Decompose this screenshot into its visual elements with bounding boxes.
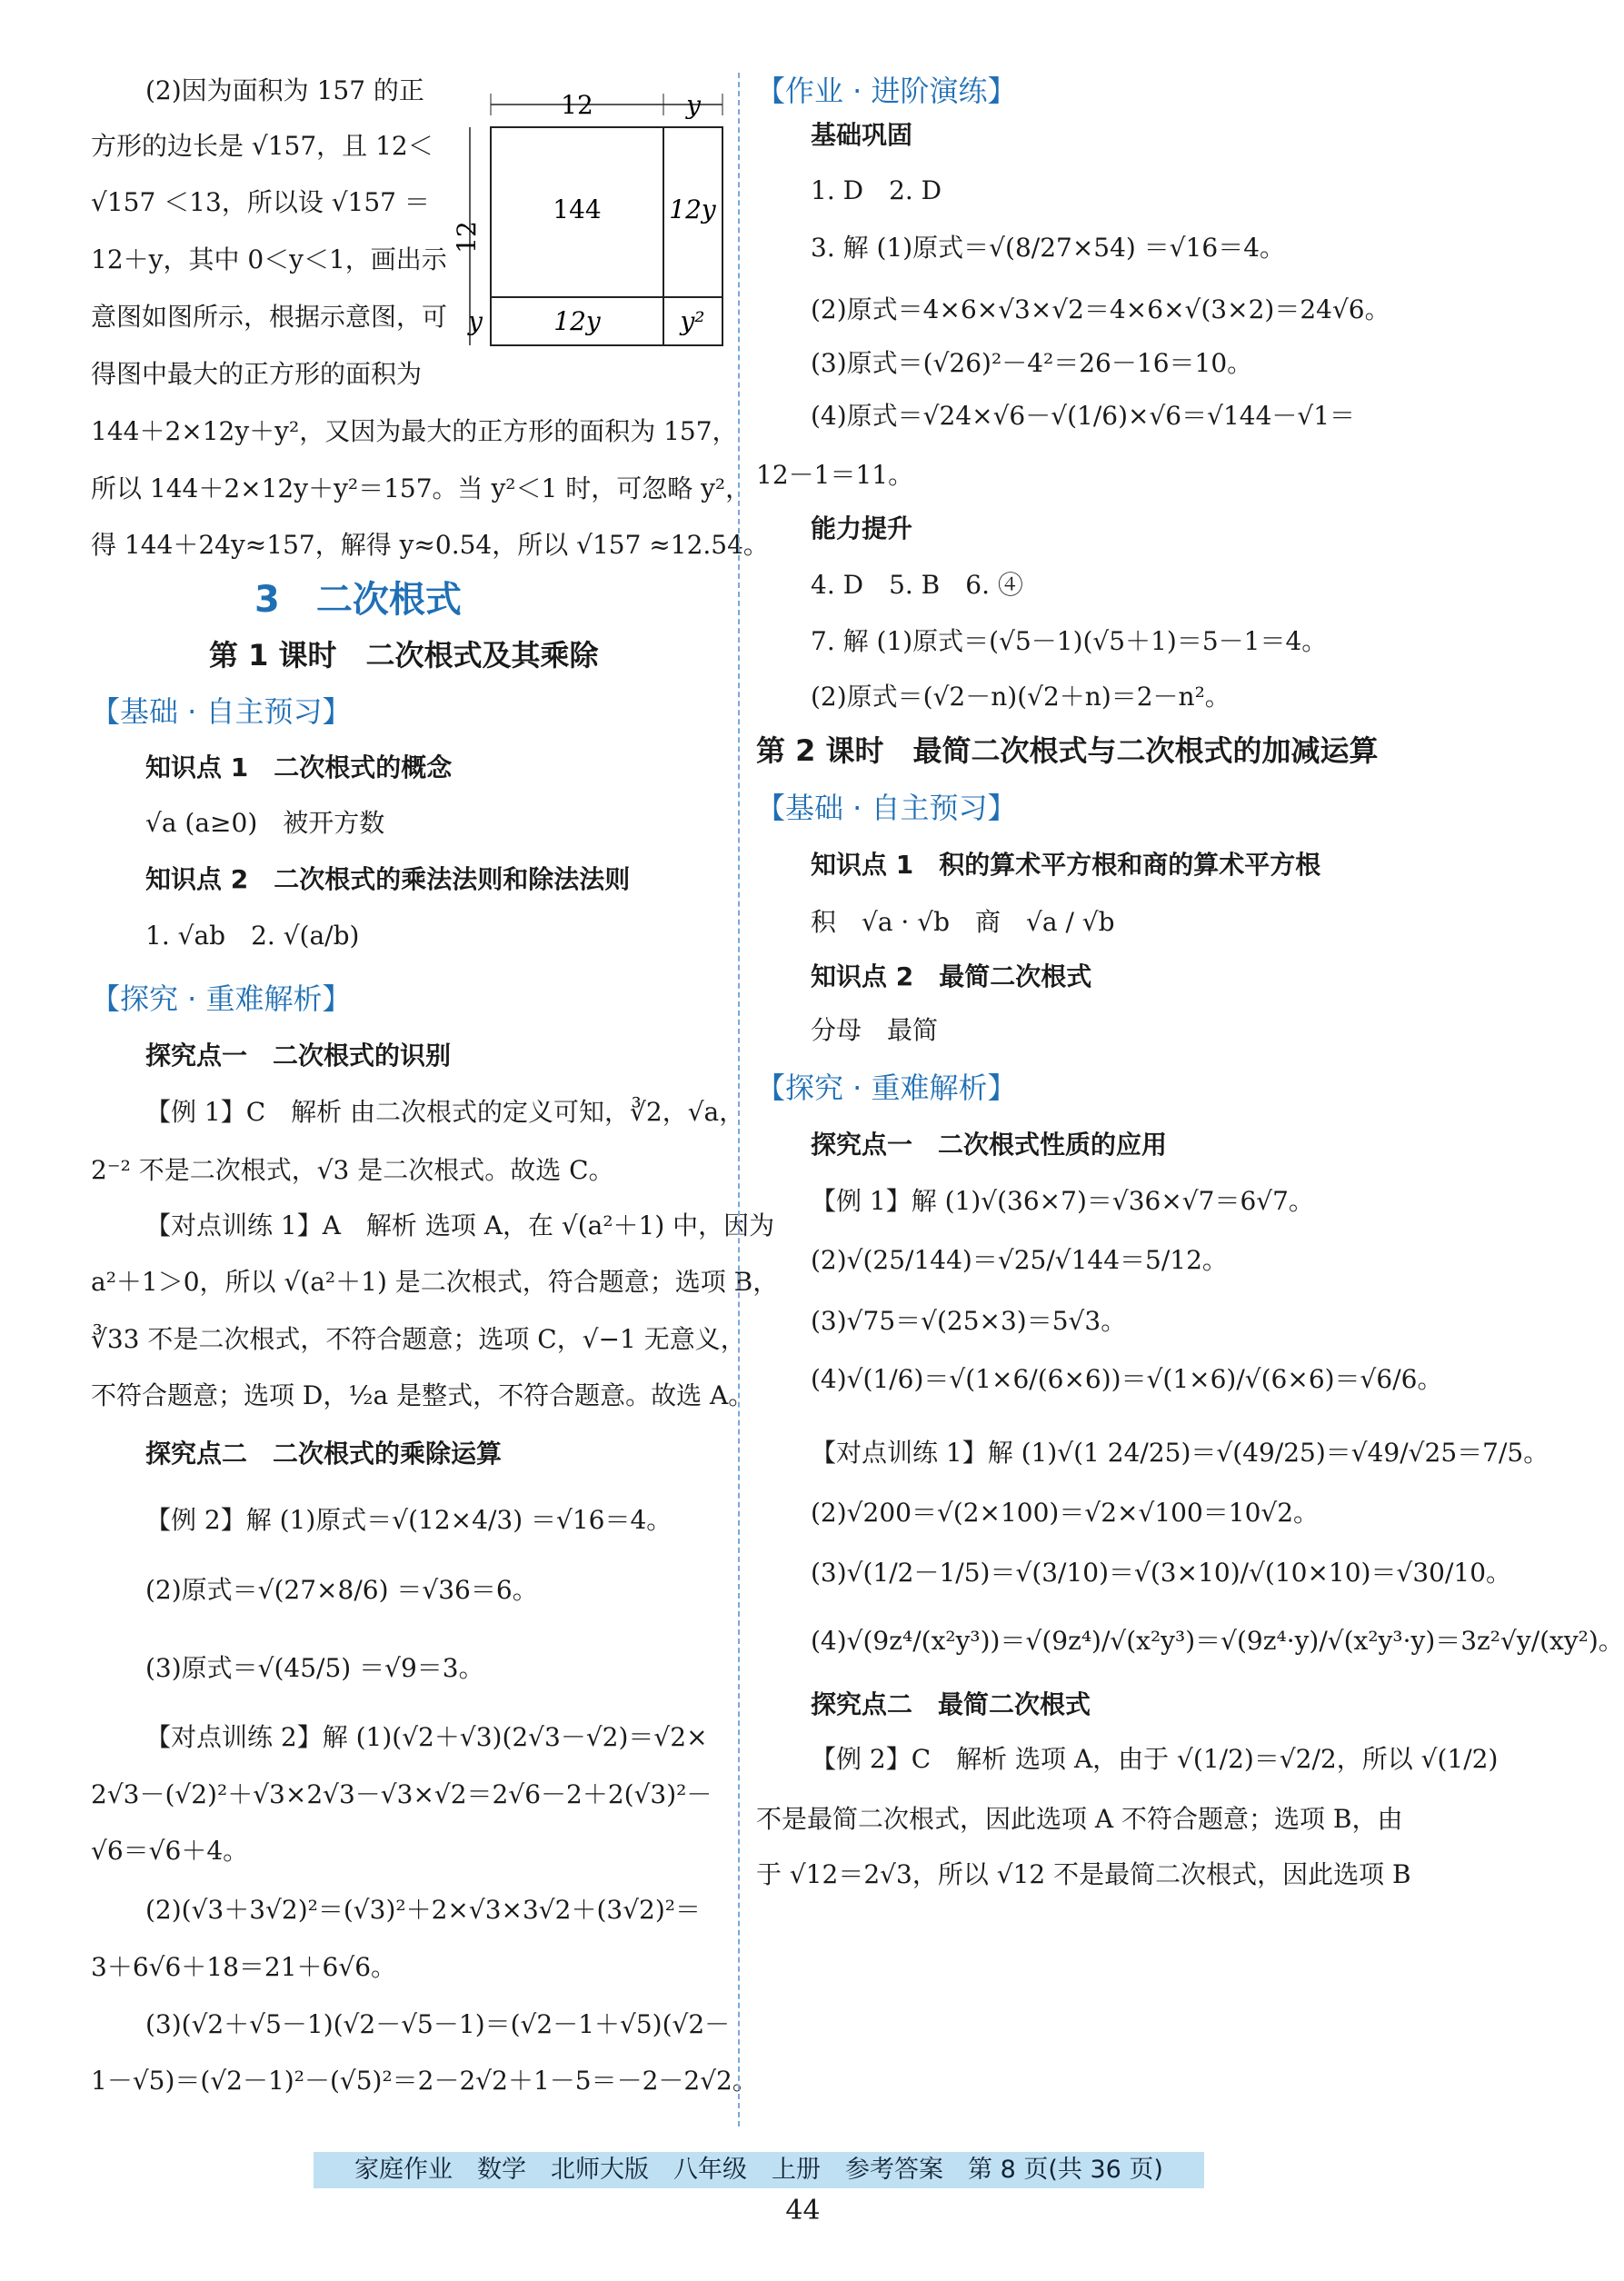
right-line: (3)原式＝(√26)²－4²＝26－16＝10。 <box>811 348 1253 378</box>
left-line: 2√3－(√2)²＋√3×2√3－√3×√2＝2√6－2＋2(√3)²－ <box>91 1779 712 1809</box>
left-line: 知识点 2 二次根式的乘法法则和除法法则 <box>145 864 631 894</box>
right-line: 第 2 课时 最简二次根式与二次根式的加减运算 <box>756 733 1379 768</box>
right-line: 【作业 · 进阶演练】 <box>756 74 1017 108</box>
right-line: (2)√(25/144)＝√25/√144＝5/12。 <box>811 1245 1228 1275</box>
left-line: 【例 2】解 (1)原式＝√(12×4/3) ＝√16＝4。 <box>145 1505 673 1535</box>
left-line: a²＋1＞0，所以 √(a²＋1) 是二次根式，符合题意；选项 B， <box>91 1267 779 1297</box>
right-line: 1. D 2. D <box>811 175 942 205</box>
right-line: 不是最简二次根式，因此选项 A 不符合题意；选项 B，由 <box>756 1804 1403 1834</box>
left-line: 3＋6√6＋18＝21＋6√6。 <box>91 1952 397 1982</box>
right-line: 7. 解 (1)原式＝(√5－1)(√5＋1)＝5－1＝4。 <box>811 626 1328 656</box>
left-line: (2)(√3＋3√2)²＝(√3)²＋2×√3×3√2＋(3√2)²＝ <box>145 1895 701 1925</box>
right-line: 探究点一 二次根式性质的应用 <box>811 1130 1168 1160</box>
left-line: 方形的边长是 √157，且 12＜ <box>91 131 433 161</box>
right-line: 【对点训练 1】解 (1)√(1 24/25)＝√(49/25)＝√49/√25＝7/5。 <box>811 1438 1549 1468</box>
left-line: 不符合题意；选项 D，½a 是整式，不符合题意。故选 A。 <box>91 1380 754 1410</box>
right-line: (4)√(1/6)＝√(1×6/(6×6))＝√(1×6)/√(6×6)＝√6/6。 <box>811 1364 1443 1394</box>
side-label-12: 12 <box>452 221 482 254</box>
right-line: (4)√(9z⁴/(x²y³))＝√(9z⁴)/√(x²y³)＝√(9z⁴·y)/√(x²y³·y)＝3z²√y/(xy²)。 <box>811 1626 1624 1656</box>
right-line: 12－1＝11。 <box>756 460 914 490</box>
right-line: (2)原式＝(√2－n)(√2＋n)＝2－n²。 <box>811 682 1230 712</box>
column-divider <box>738 73 740 2127</box>
left-line: 意图如图所示，根据示意图，可 <box>91 302 448 332</box>
right-line: (3)√75＝√(25×3)＝5√3。 <box>811 1306 1127 1336</box>
left-line: 3 二次根式 <box>254 579 462 621</box>
right-line: 【基础 · 自主预习】 <box>756 791 1017 825</box>
right-line: 积 √a · √b 商 √a / √b <box>811 907 1115 937</box>
top-label-y: y <box>686 90 701 120</box>
right-line: 知识点 1 积的算术平方根和商的算术平方根 <box>811 850 1321 880</box>
left-line: 得图中最大的正方形的面积为 <box>91 359 423 389</box>
square-diagram <box>452 86 722 350</box>
right-line: 探究点二 最简二次根式 <box>811 1689 1091 1719</box>
left-line: ∛33 不是二次根式，不符合题意；选项 C，√−1 无意义， <box>91 1324 746 1354</box>
left-line: √a (a≥0) 被开方数 <box>145 808 385 838</box>
side-label-y: y <box>468 306 483 336</box>
right-line: (4)原式＝√24×√6－√(1/6)×√6＝√144－√1＝ <box>811 401 1356 431</box>
left-line: √6＝√6＋4。 <box>91 1836 249 1866</box>
left-line: 1－√5)＝(√2－1)²－(√5)²＝2－2√2＋1－5＝－2－2√2。 <box>91 2066 758 2096</box>
right-line: (2)原式＝4×6×√3×√2＝4×6×√(3×2)＝24√6。 <box>811 294 1390 324</box>
left-line: 【对点训练 1】A 解析 选项 A，在 √(a²＋1) 中，因为 <box>145 1210 775 1240</box>
top-label-12: 12 <box>561 90 593 120</box>
cell-12y-bottom: 12y <box>553 306 601 336</box>
right-line: 能力提升 <box>811 513 913 543</box>
left-line: 2⁻² 不是二次根式，√3 是二次根式。故选 C。 <box>91 1155 614 1185</box>
left-line: 144＋2×12y＋y²，又因为最大的正方形的面积为 157， <box>91 416 738 446</box>
right-line: 知识点 2 最简二次根式 <box>811 961 1092 991</box>
cell-144: 144 <box>553 194 602 224</box>
right-line: 【例 2】C 解析 选项 A，由于 √(1/2)＝√2/2，所以 √(1/2) <box>811 1744 1499 1774</box>
left-line: 得 144＋24y≈157，解得 y≈0.54，所以 √157 ≈12.54。 <box>91 530 769 560</box>
left-line: 所以 144＋2×12y＋y²＝157。当 y²＜1 时，可忽略 y²， <box>91 473 752 503</box>
right-line: 【探究 · 重难解析】 <box>756 1071 1017 1105</box>
left-line: (3)原式＝√(45/5) ＝√9＝3。 <box>145 1653 484 1683</box>
right-line: (3)√(1/2－1/5)＝√(3/10)＝√(3×10)/√(10×10)＝√30/10。 <box>811 1558 1512 1588</box>
left-line: 【基础 · 自主预习】 <box>91 694 352 729</box>
right-line: 【例 1】解 (1)√(36×7)＝√36×√7＝6√7。 <box>811 1186 1314 1216</box>
left-line: 第 1 课时 二次根式及其乘除 <box>209 638 599 672</box>
footer-banner: 家庭作业 数学 北师大版 八年级 上册 参考答案 第 8 页(共 36 页) <box>314 2152 1204 2188</box>
left-line: 探究点一 二次根式的识别 <box>145 1041 452 1071</box>
left-line: 【对点训练 2】解 (1)(√2＋√3)(2√3－√2)＝√2× <box>145 1722 708 1752</box>
left-line: √157 ＜13，所以设 √157 ＝ <box>91 187 430 217</box>
left-line: 12＋y，其中 0＜y＜1，画出示 <box>91 244 447 274</box>
right-line: 4. D 5. B 6. ④ <box>811 570 1023 600</box>
right-line: 3. 解 (1)原式＝√(8/27×54) ＝√16＝4。 <box>811 233 1286 263</box>
right-line: (2)√200＝√(2×100)＝√2×√100＝10√2。 <box>811 1498 1320 1528</box>
page-number: 44 <box>785 2195 821 2226</box>
cell-12y-right: 12y <box>669 194 716 224</box>
left-line: 知识点 1 二次根式的概念 <box>145 752 453 782</box>
left-line: 【例 1】C 解析 由二次根式的定义可知，∛2，√a， <box>145 1097 745 1127</box>
left-line: 探究点二 二次根式的乘除运算 <box>145 1439 503 1469</box>
right-line: 于 √12＝2√3，所以 √12 不是最简二次根式，因此选项 B <box>756 1859 1411 1889</box>
right-line: 基础巩固 <box>811 120 913 150</box>
left-line: (2)因为面积为 157 的正 <box>145 75 424 105</box>
cell-y-squared: y² <box>680 306 705 336</box>
left-line: (3)(√2＋√5－1)(√2－√5－1)＝(√2－1＋√5)(√2－ <box>145 2009 731 2039</box>
right-line: 分母 最简 <box>811 1015 939 1045</box>
left-line: (2)原式＝√(27×8/6) ＝√36＝6。 <box>145 1575 538 1605</box>
left-line: 1. √ab 2. √(a/b) <box>145 921 360 951</box>
left-line: 【探究 · 重难解析】 <box>91 981 352 1016</box>
